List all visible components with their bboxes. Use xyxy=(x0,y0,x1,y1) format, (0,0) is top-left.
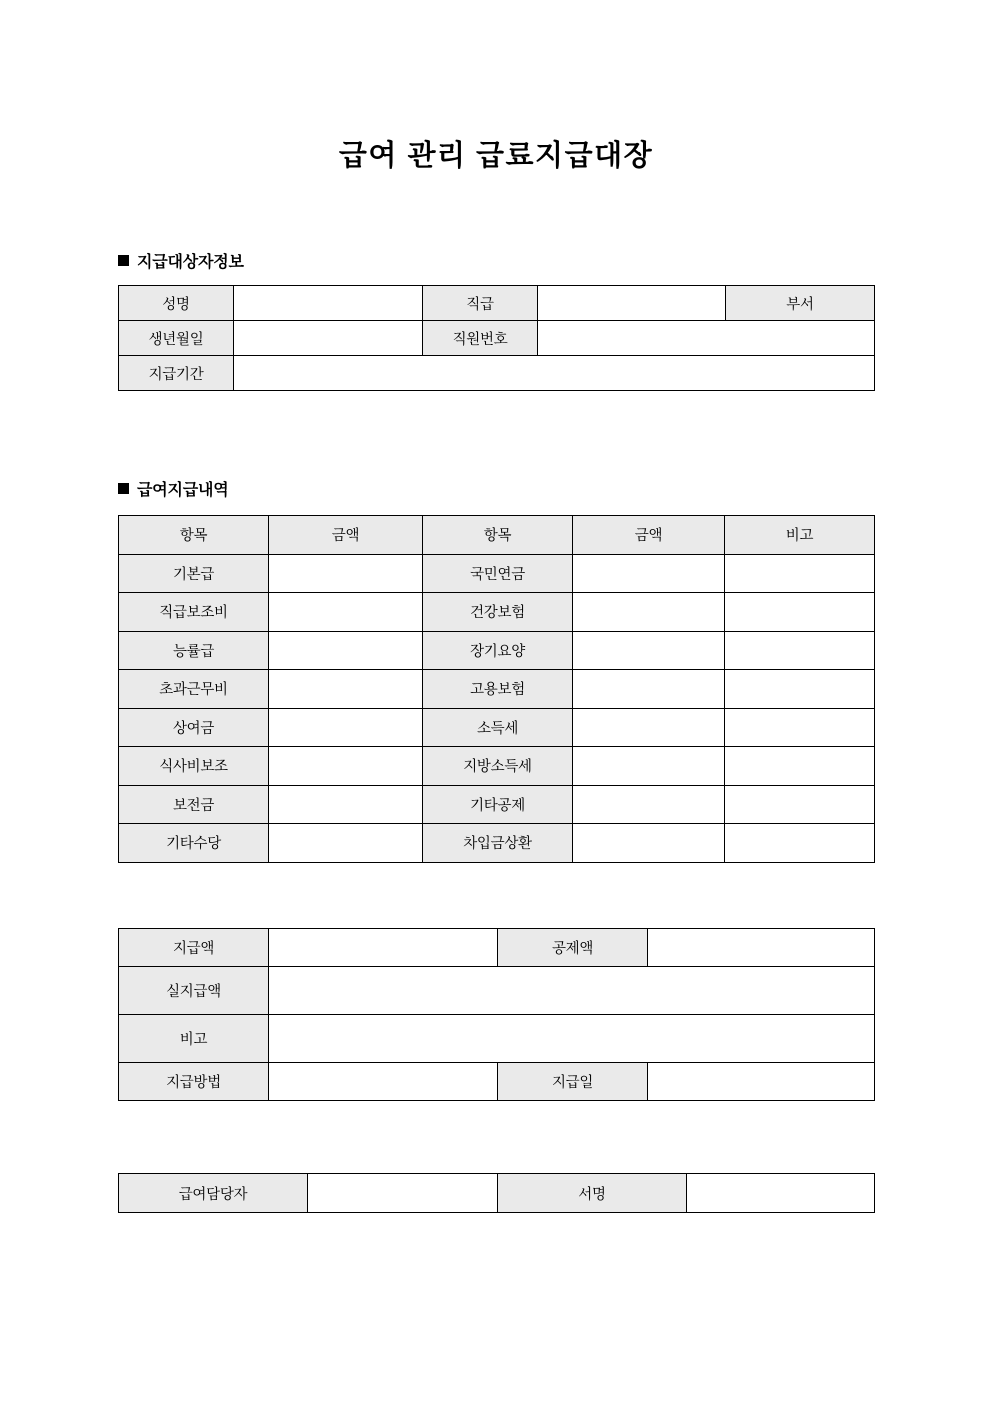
field-note[interactable] xyxy=(725,824,875,863)
field-earning-amount[interactable] xyxy=(269,747,423,786)
label-remarks: 비고 xyxy=(119,1015,269,1063)
label-earning-item: 초과근무비 xyxy=(119,670,269,709)
label-employee-number: 직원번호 xyxy=(423,321,538,356)
header-item-right: 항목 xyxy=(423,516,573,555)
table-row xyxy=(119,321,875,356)
label-deduction-item: 건강보험 xyxy=(423,593,573,632)
section-heading-payee-info xyxy=(118,249,244,272)
table-row xyxy=(119,670,875,709)
label-name: 성명 xyxy=(119,286,234,321)
label-deduction-item: 국민연금 xyxy=(423,554,573,593)
section-heading-payment-detail xyxy=(118,477,229,500)
label-earning-item: 능률급 xyxy=(119,631,269,670)
field-remarks[interactable] xyxy=(269,1015,875,1063)
signature-table xyxy=(118,1173,875,1213)
section-heading-payment-detail-label: 급여지급내역 xyxy=(137,482,229,499)
label-total-payment: 지급액 xyxy=(119,929,269,967)
field-earning-amount[interactable] xyxy=(269,670,423,709)
field-birthdate[interactable] xyxy=(234,321,423,356)
field-note[interactable] xyxy=(725,785,875,824)
field-deduction-amount[interactable] xyxy=(573,631,725,670)
field-name[interactable] xyxy=(234,286,423,321)
label-birthdate: 생년월일 xyxy=(119,321,234,356)
label-total-deduction: 공제액 xyxy=(498,929,648,967)
field-earning-amount[interactable] xyxy=(269,824,423,863)
label-earning-item: 식사비보조 xyxy=(119,747,269,786)
summary-table xyxy=(118,928,875,1101)
field-deduction-amount[interactable] xyxy=(573,785,725,824)
field-employee-number[interactable] xyxy=(538,321,875,356)
table-row xyxy=(119,1174,875,1213)
label-deduction-item: 소득세 xyxy=(423,708,573,747)
label-net-payment: 실지급액 xyxy=(119,967,269,1015)
field-signature[interactable] xyxy=(687,1174,875,1213)
field-deduction-amount[interactable] xyxy=(573,708,725,747)
field-total-payment[interactable] xyxy=(269,929,498,967)
label-signature: 서명 xyxy=(498,1174,687,1213)
field-earning-amount[interactable] xyxy=(269,593,423,632)
field-deduction-amount[interactable] xyxy=(573,554,725,593)
field-note[interactable] xyxy=(725,554,875,593)
field-note[interactable] xyxy=(725,670,875,709)
header-amount-left: 금액 xyxy=(269,516,423,555)
table-row xyxy=(119,286,875,321)
table-header-row xyxy=(119,516,875,555)
table-row xyxy=(119,593,875,632)
label-earning-item: 보전금 xyxy=(119,785,269,824)
table-row xyxy=(119,929,875,967)
field-payroll-officer[interactable] xyxy=(308,1174,498,1213)
label-deduction-item: 지방소득세 xyxy=(423,747,573,786)
table-row xyxy=(119,1015,875,1063)
label-payment-method: 지급방법 xyxy=(119,1063,269,1101)
label-payment-date: 지급일 xyxy=(498,1063,648,1101)
field-net-payment[interactable] xyxy=(269,967,875,1015)
field-note[interactable] xyxy=(725,631,875,670)
field-deduction-amount[interactable] xyxy=(573,747,725,786)
field-earning-amount[interactable] xyxy=(269,708,423,747)
label-earning-item: 기본급 xyxy=(119,554,269,593)
field-note[interactable] xyxy=(725,747,875,786)
header-item-left: 항목 xyxy=(119,516,269,555)
table-row xyxy=(119,1063,875,1101)
label-deduction-item: 장기요양 xyxy=(423,631,573,670)
field-payment-method[interactable] xyxy=(269,1063,498,1101)
label-deduction-item: 기타공제 xyxy=(423,785,573,824)
label-deduction-item: 차입금상환 xyxy=(423,824,573,863)
table-row xyxy=(119,785,875,824)
payee-info-table xyxy=(118,285,875,391)
field-position[interactable] xyxy=(538,286,726,321)
field-earning-amount[interactable] xyxy=(269,554,423,593)
label-earning-item: 직급보조비 xyxy=(119,593,269,632)
table-row xyxy=(119,554,875,593)
table-row xyxy=(119,708,875,747)
header-amount-right: 금액 xyxy=(573,516,725,555)
page-title: 급여 관리 급료지급대장 xyxy=(338,140,654,172)
field-deduction-amount[interactable] xyxy=(573,670,725,709)
label-position: 직급 xyxy=(423,286,538,321)
payment-detail-table xyxy=(118,515,875,863)
square-bullet-icon xyxy=(118,255,129,266)
label-pay-period: 지급기간 xyxy=(119,356,234,391)
label-earning-item: 상여금 xyxy=(119,708,269,747)
field-payment-date[interactable] xyxy=(648,1063,875,1101)
field-pay-period[interactable] xyxy=(234,356,875,391)
table-row xyxy=(119,967,875,1015)
square-bullet-icon xyxy=(118,483,129,494)
field-total-deduction[interactable] xyxy=(648,929,875,967)
header-note: 비고 xyxy=(725,516,875,555)
field-deduction-amount[interactable] xyxy=(573,824,725,863)
field-earning-amount[interactable] xyxy=(269,785,423,824)
field-earning-amount[interactable] xyxy=(269,631,423,670)
table-row xyxy=(119,824,875,863)
field-deduction-amount[interactable] xyxy=(573,593,725,632)
label-payroll-officer: 급여담당자 xyxy=(119,1174,308,1213)
field-note[interactable] xyxy=(725,708,875,747)
section-heading-payee-info-label: 지급대상자정보 xyxy=(137,254,244,271)
table-row xyxy=(119,356,875,391)
table-row xyxy=(119,747,875,786)
label-earning-item: 기타수당 xyxy=(119,824,269,863)
label-department: 부서 xyxy=(726,286,875,321)
label-deduction-item: 고용보험 xyxy=(423,670,573,709)
field-note[interactable] xyxy=(725,593,875,632)
table-row xyxy=(119,631,875,670)
